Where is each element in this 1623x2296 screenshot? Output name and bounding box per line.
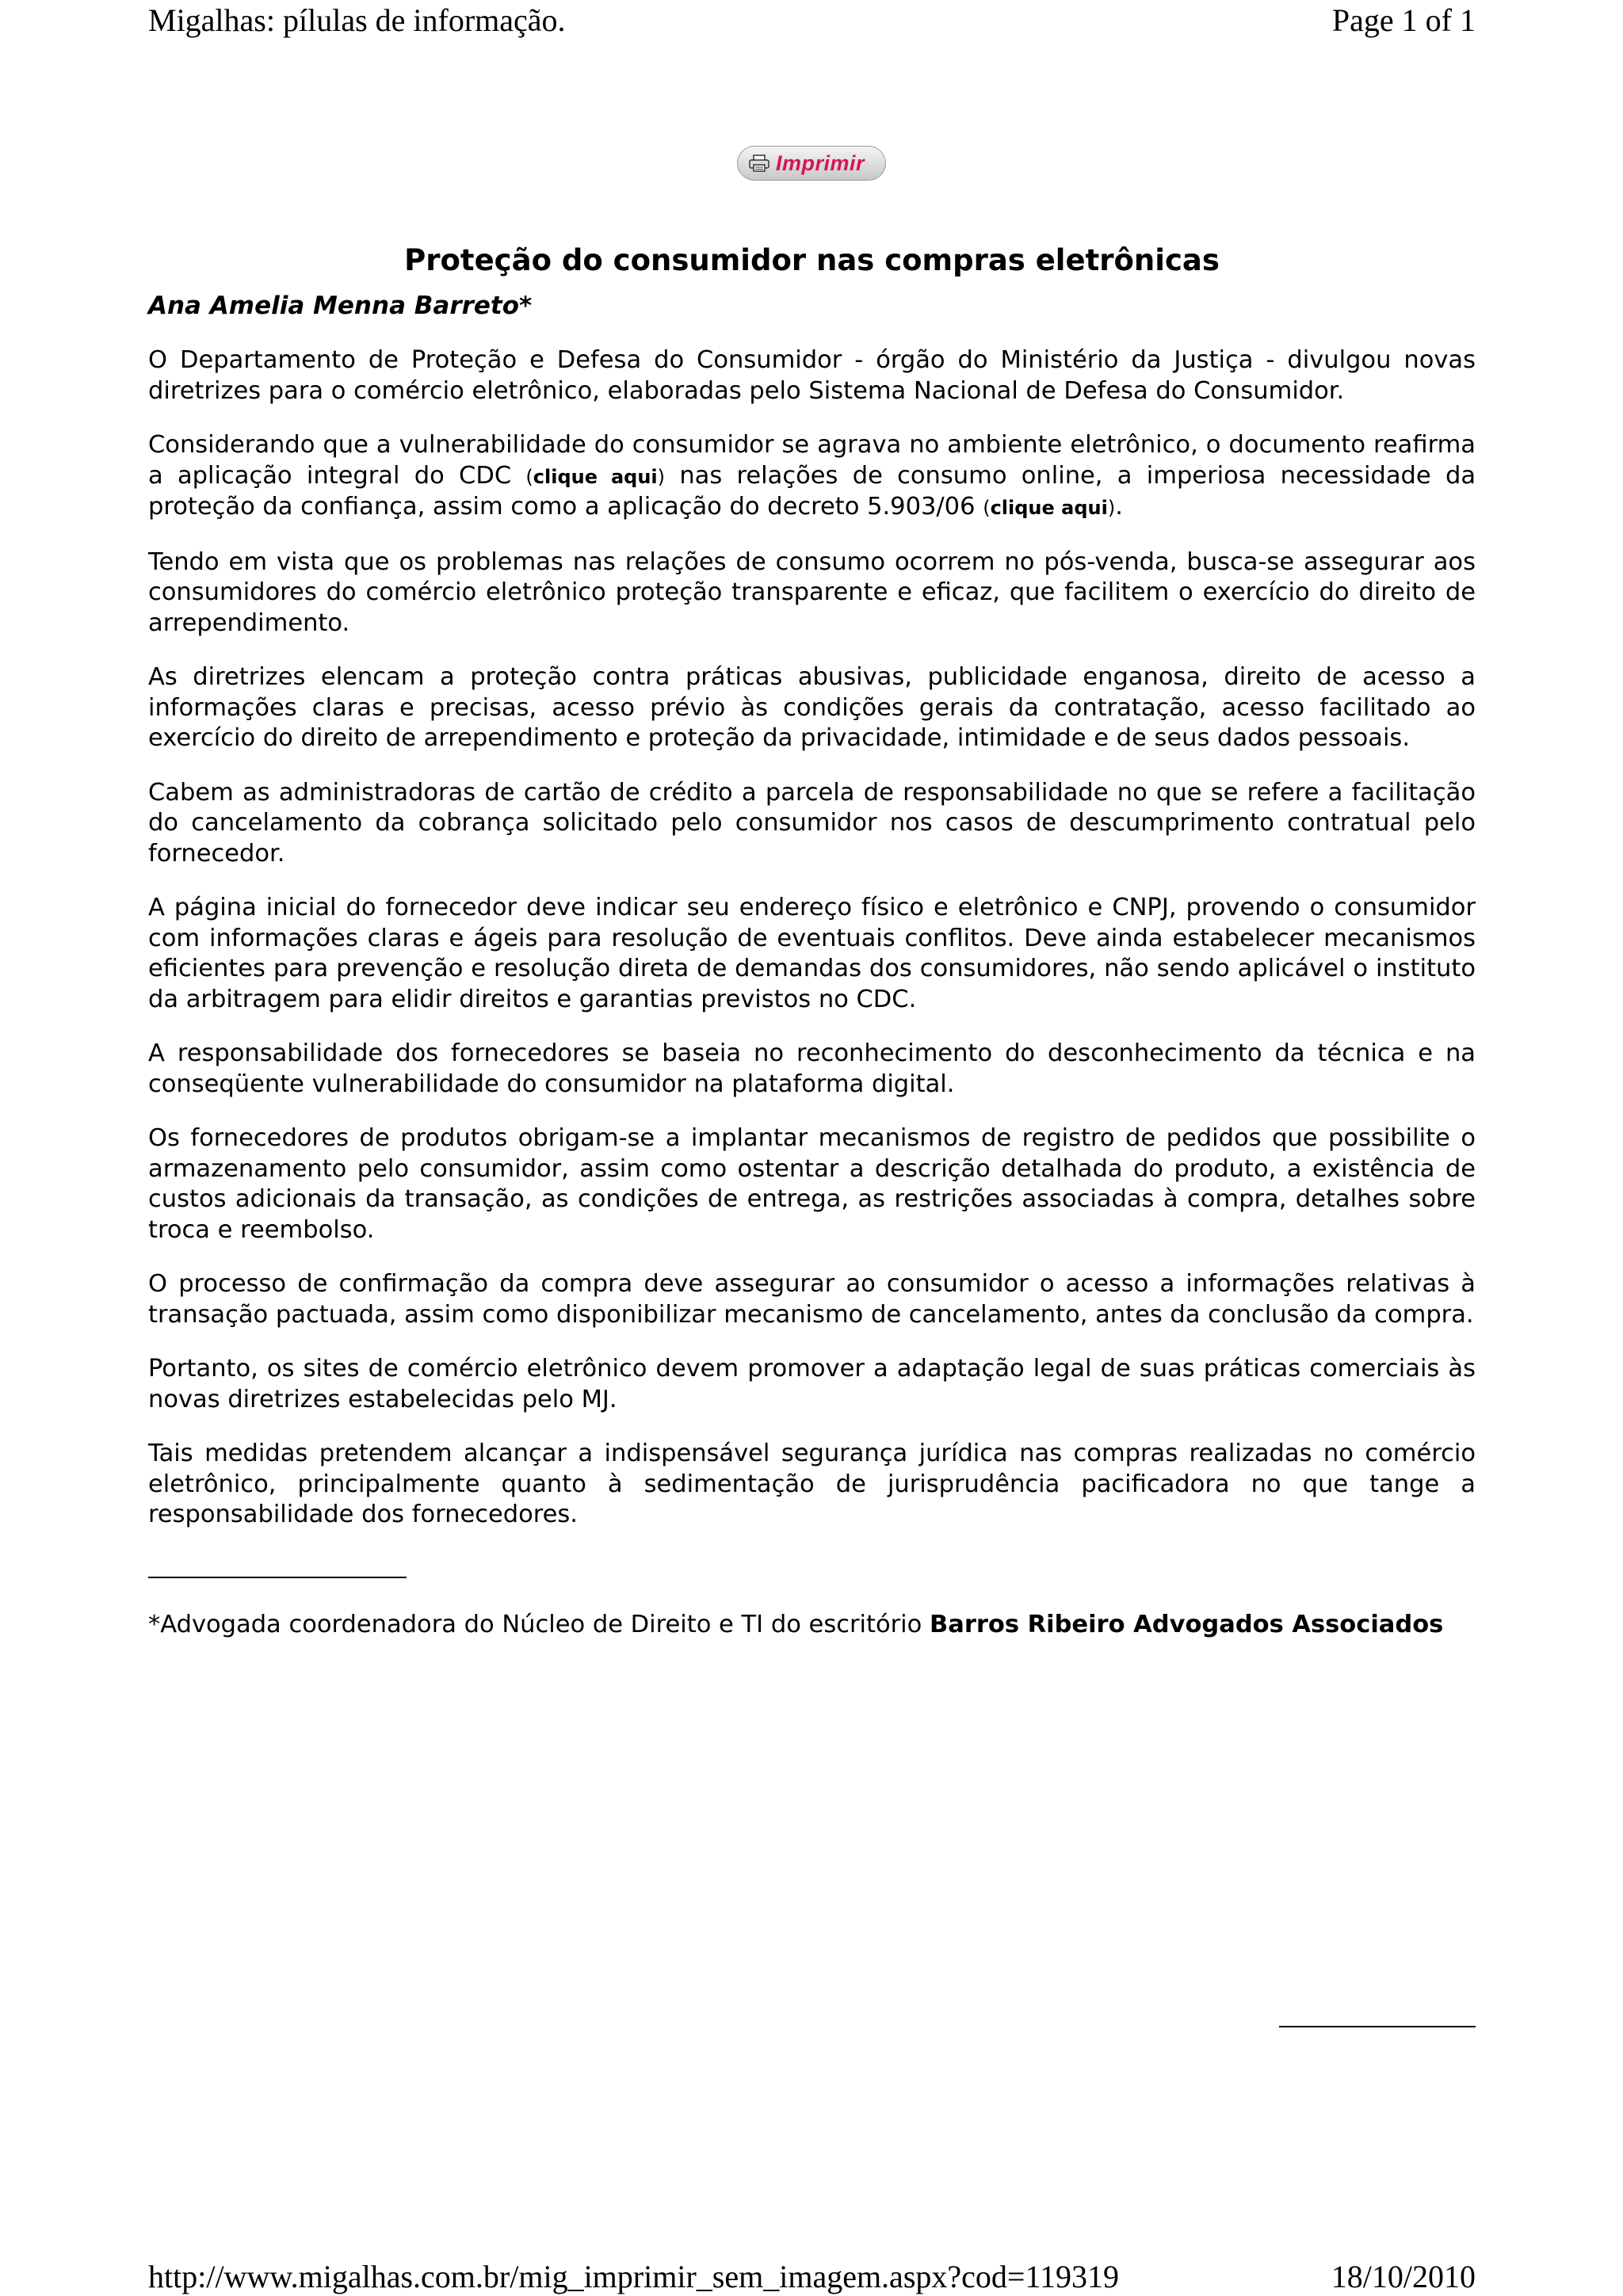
article-paragraph: A responsabilidade dos fornecedores se baseia no reconhecimento do desconhecimento da técnica e na conseqüente vulnerabilidade do consumidor na plataforma digital. (148, 1039, 1476, 1098)
article-paragraph: A página inicial do fornecedor deve indicar seu endereço físico e eletrônico e CNPJ, provendo o consumidor com informações claras e ágeis para resolução de eventuais conflitos. Deve ainda estabelecer mecanismos eficientes para prevenção e resolução direta de demandas dos consumidores, não sendo aplicável o instituto da arbitragem para elidir direitos e garantias previstos no CDC. (148, 894, 1476, 1013)
article-author: Ana Amelia Menna Barreto* (148, 292, 533, 320)
footnote-divider (148, 1577, 407, 1578)
cdc-link[interactable]: (clique aqui) (525, 465, 666, 488)
header-site-title: Migalhas: pílulas de informação. (148, 2, 566, 38)
article-title: Proteção do consumidor nas compras eletrônicas (404, 243, 1220, 277)
paragraph-text: . (1115, 493, 1123, 521)
decreto-link[interactable]: (clique aqui) (983, 497, 1116, 519)
paragraph-text: nas relações de consumo online, a imperiosa necessidade da proteção da confiança, assim como a aplicação do decreto 5.903/06 (148, 461, 1476, 521)
paragraph-text: Considerando que a vulnerabilidade do consumidor se agrava no ambiente eletrônico, o documento reafirma a aplicação integral do CDC (148, 431, 1476, 490)
article-paragraph: As diretrizes elencam a proteção contra práticas abusivas, publicidade enganosa, direito de acesso a informações claras e precisas, acesso prévio às condições gerais da contratação, acesso facilitado ao exercício do direito de arrependimento e proteção da privacidade, intimidade e de seus dados pessoais. (148, 663, 1476, 752)
footer-date: 18/10/2010 (1331, 2259, 1476, 2294)
article-paragraph: Tais medidas pretendem alcançar a indispensável segurança jurídica nas compras realizadas no comércio eletrônico, principalmente quanto à sedimentação de jurisprudência pacificadora no que tange a responsabilidade dos fornecedores. (148, 1440, 1476, 1528)
article-paragraph: Tendo em vista que os problemas nas relações de consumo ocorrem no pós-venda, busca-se assegurar aos consumidores do comércio eletrônico proteção transparente e eficaz, que facilitem o exercício do direito de arrependimento. (148, 547, 1476, 637)
header-page-indicator: Page 1 of 1 (1331, 2, 1476, 38)
author-footnote (148, 1610, 1476, 1641)
article-paragraph: O processo de confirmação da compra deve assegurar ao consumidor o acesso a informações relativas à transação pactuada, assim como disponibilizar mecanismo de cancelamento, antes da conclusão da compra. (148, 1270, 1476, 1329)
print-button[interactable] (737, 146, 886, 181)
article-paragraph: Portanto, os sites de comércio eletrônico devem promover a adaptação legal de suas práticas comerciais às novas diretrizes estabelecidas pelo MJ. (148, 1355, 1476, 1413)
print-button-label: Imprimir (776, 151, 865, 175)
article (148, 242, 1476, 1640)
footnote-text: *Advogada coordenadora do Núcleo de Direito e TI do escritório (148, 1610, 930, 1638)
article-paragraph: Os fornecedores de produtos obrigam-se a implantar mecanismos de registro de pedidos que possibilite o armazenamento pelo consumidor, assim como ostentar a descrição detalhada do produto, a existência de custos adicionais da transação, as condições de entrega, as restrições associadas à compra, detalhes sobre troca e reembolso. (148, 1124, 1476, 1244)
law-firm-name: Barros Ribeiro Advogados Associados (929, 1610, 1444, 1638)
printer-icon (749, 154, 769, 172)
article-paragraph: O Departamento de Proteção e Defesa do Consumidor - órgão do Ministério da Justiça - divulgou novas diretrizes para o comércio eletrônico, elaboradas pelo Sistema Nacional de Defesa do Consumidor. (148, 346, 1476, 405)
footer-url: http://www.migalhas.com.br/mig_imprimir_sem_imagem.aspx?cod=119319 (148, 2259, 1119, 2294)
article-paragraph (148, 430, 1476, 524)
article-paragraph: Cabem as administradoras de cartão de crédito a parcela de responsabilidade no que se refere a facilitação do cancelamento da cobrança solicitado pelo consumidor nos casos de descumprimento contratual pelo fornecedor. (148, 778, 1476, 868)
decreto-link-label: clique aqui (990, 497, 1108, 519)
cdc-link-label: clique aqui (533, 465, 658, 488)
page-end-divider (1279, 2026, 1476, 2027)
